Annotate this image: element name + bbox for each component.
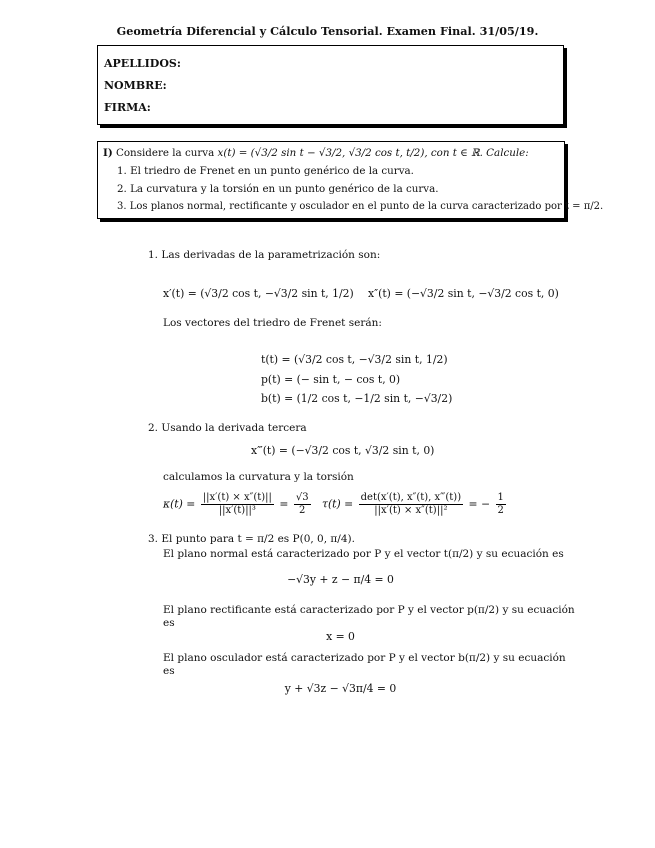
frenet-text: Los vectores del triedro de Frenet serán: (163, 317, 382, 329)
step1-text: 1. Las derivadas de la parametrización son: (148, 249, 381, 261)
normal-plane-text: El plano normal está caracterizado por P y el vector t(π/2) y su ecuación es (163, 548, 564, 560)
eq-second-derivative: x″(t) = (−√3/2 sin t, −√3/2 cos t, 0) (368, 287, 559, 300)
step3-text: 3. El punto para t = π/2 es P(0, 0, π/4). (148, 533, 355, 545)
tau-value (496, 492, 506, 517)
rectifying-plane-text: El plano rectificante está caracterizado por P y el vector p(π/2) y su ecuación (163, 604, 575, 616)
curvature-formula (163, 492, 313, 517)
tau-denominator: ||x′(t) × x″(t)||² (374, 505, 448, 516)
question-box (97, 141, 604, 219)
eq-rectifying-plane: x = 0 (326, 630, 355, 643)
tau-numerator: det(x′(t), x″(t), x‴(t)) (360, 492, 462, 503)
eq-osculating-plane: y + √3z − √3π/4 = 0 (284, 682, 397, 695)
exam-title: Geometría Diferencial y Cálculo Tensorial. Examen Final. 31/05/19. (116, 24, 539, 38)
question-item-3: 3. Los planos normal, rectificante y osculador en el punto de la curva caracterizado por t = π/2. (117, 201, 604, 212)
tau-lhs: τ(t) = (322, 497, 354, 511)
curvature-text: calculamos la curvatura y la torsión (163, 471, 354, 483)
kappa-fraction (201, 492, 274, 517)
eq-principal-normal: p(t) = (− sin t, − cos t, 0) (261, 373, 401, 386)
kappa-numerator: ||x′(t) × x″(t)|| (202, 492, 272, 503)
eq-normal-plane: −√3y + z − π/4 = 0 (287, 573, 394, 586)
kappa-lhs: κ(t) = (163, 497, 196, 511)
osculating-plane-text-2: es (163, 665, 175, 677)
tau-value-numerator: 1 (497, 492, 504, 503)
signature-label: FIRMA: (104, 101, 151, 114)
kappa-value-denominator: 2 (299, 505, 306, 516)
question-item-1: 1. El triedro de Frenet en un punto genérico de la curva. (117, 165, 414, 177)
eq-first-derivative: x′(t) = (√3/2 cos t, −√3/2 sin t, 1/2) (163, 287, 354, 300)
surname-label: APELLIDOS: (104, 57, 181, 70)
question-item-2: 2. La curvatura y la torsión en un punto genérico de la curva. (117, 183, 439, 195)
rectifying-plane-text-2: es (163, 617, 175, 629)
question-intro-pre: Considere la curva (115, 147, 215, 159)
name-label: NOMBRE: (104, 79, 167, 92)
kappa-denominator: ||x′(t)||³ (218, 505, 256, 516)
tau-equals: = − (468, 497, 491, 511)
question-number: I) (103, 147, 113, 159)
kappa-equals: = (279, 497, 289, 511)
tau-fraction (359, 492, 463, 517)
question-curve: x(t) = (√3/2 sin t − √3/2, √3/2 cos t, t/2), con t ∈ ℝ. Calcule: (217, 147, 529, 159)
kappa-value-numerator: √3 (295, 492, 309, 503)
osculating-plane-text: El plano osculador está caracterizado por P y el vector b(π/2) y su ecuación (163, 652, 566, 664)
student-identity-box (97, 45, 564, 125)
eq-third-derivative: x‴(t) = (−√3/2 cos t, √3/2 sin t, 0) (251, 444, 435, 457)
tau-value-denominator: 2 (497, 505, 504, 516)
eq-tangent: t(t) = (√3/2 cos t, −√3/2 sin t, 1/2) (261, 353, 448, 366)
torsion-formula (322, 492, 508, 517)
question-intro (103, 147, 529, 159)
kappa-value (294, 492, 311, 517)
step2-text: 2. Usando la derivada tercera (148, 422, 307, 434)
eq-binormal: b(t) = (1/2 cos t, −1/2 sin t, −√3/2) (261, 392, 453, 405)
